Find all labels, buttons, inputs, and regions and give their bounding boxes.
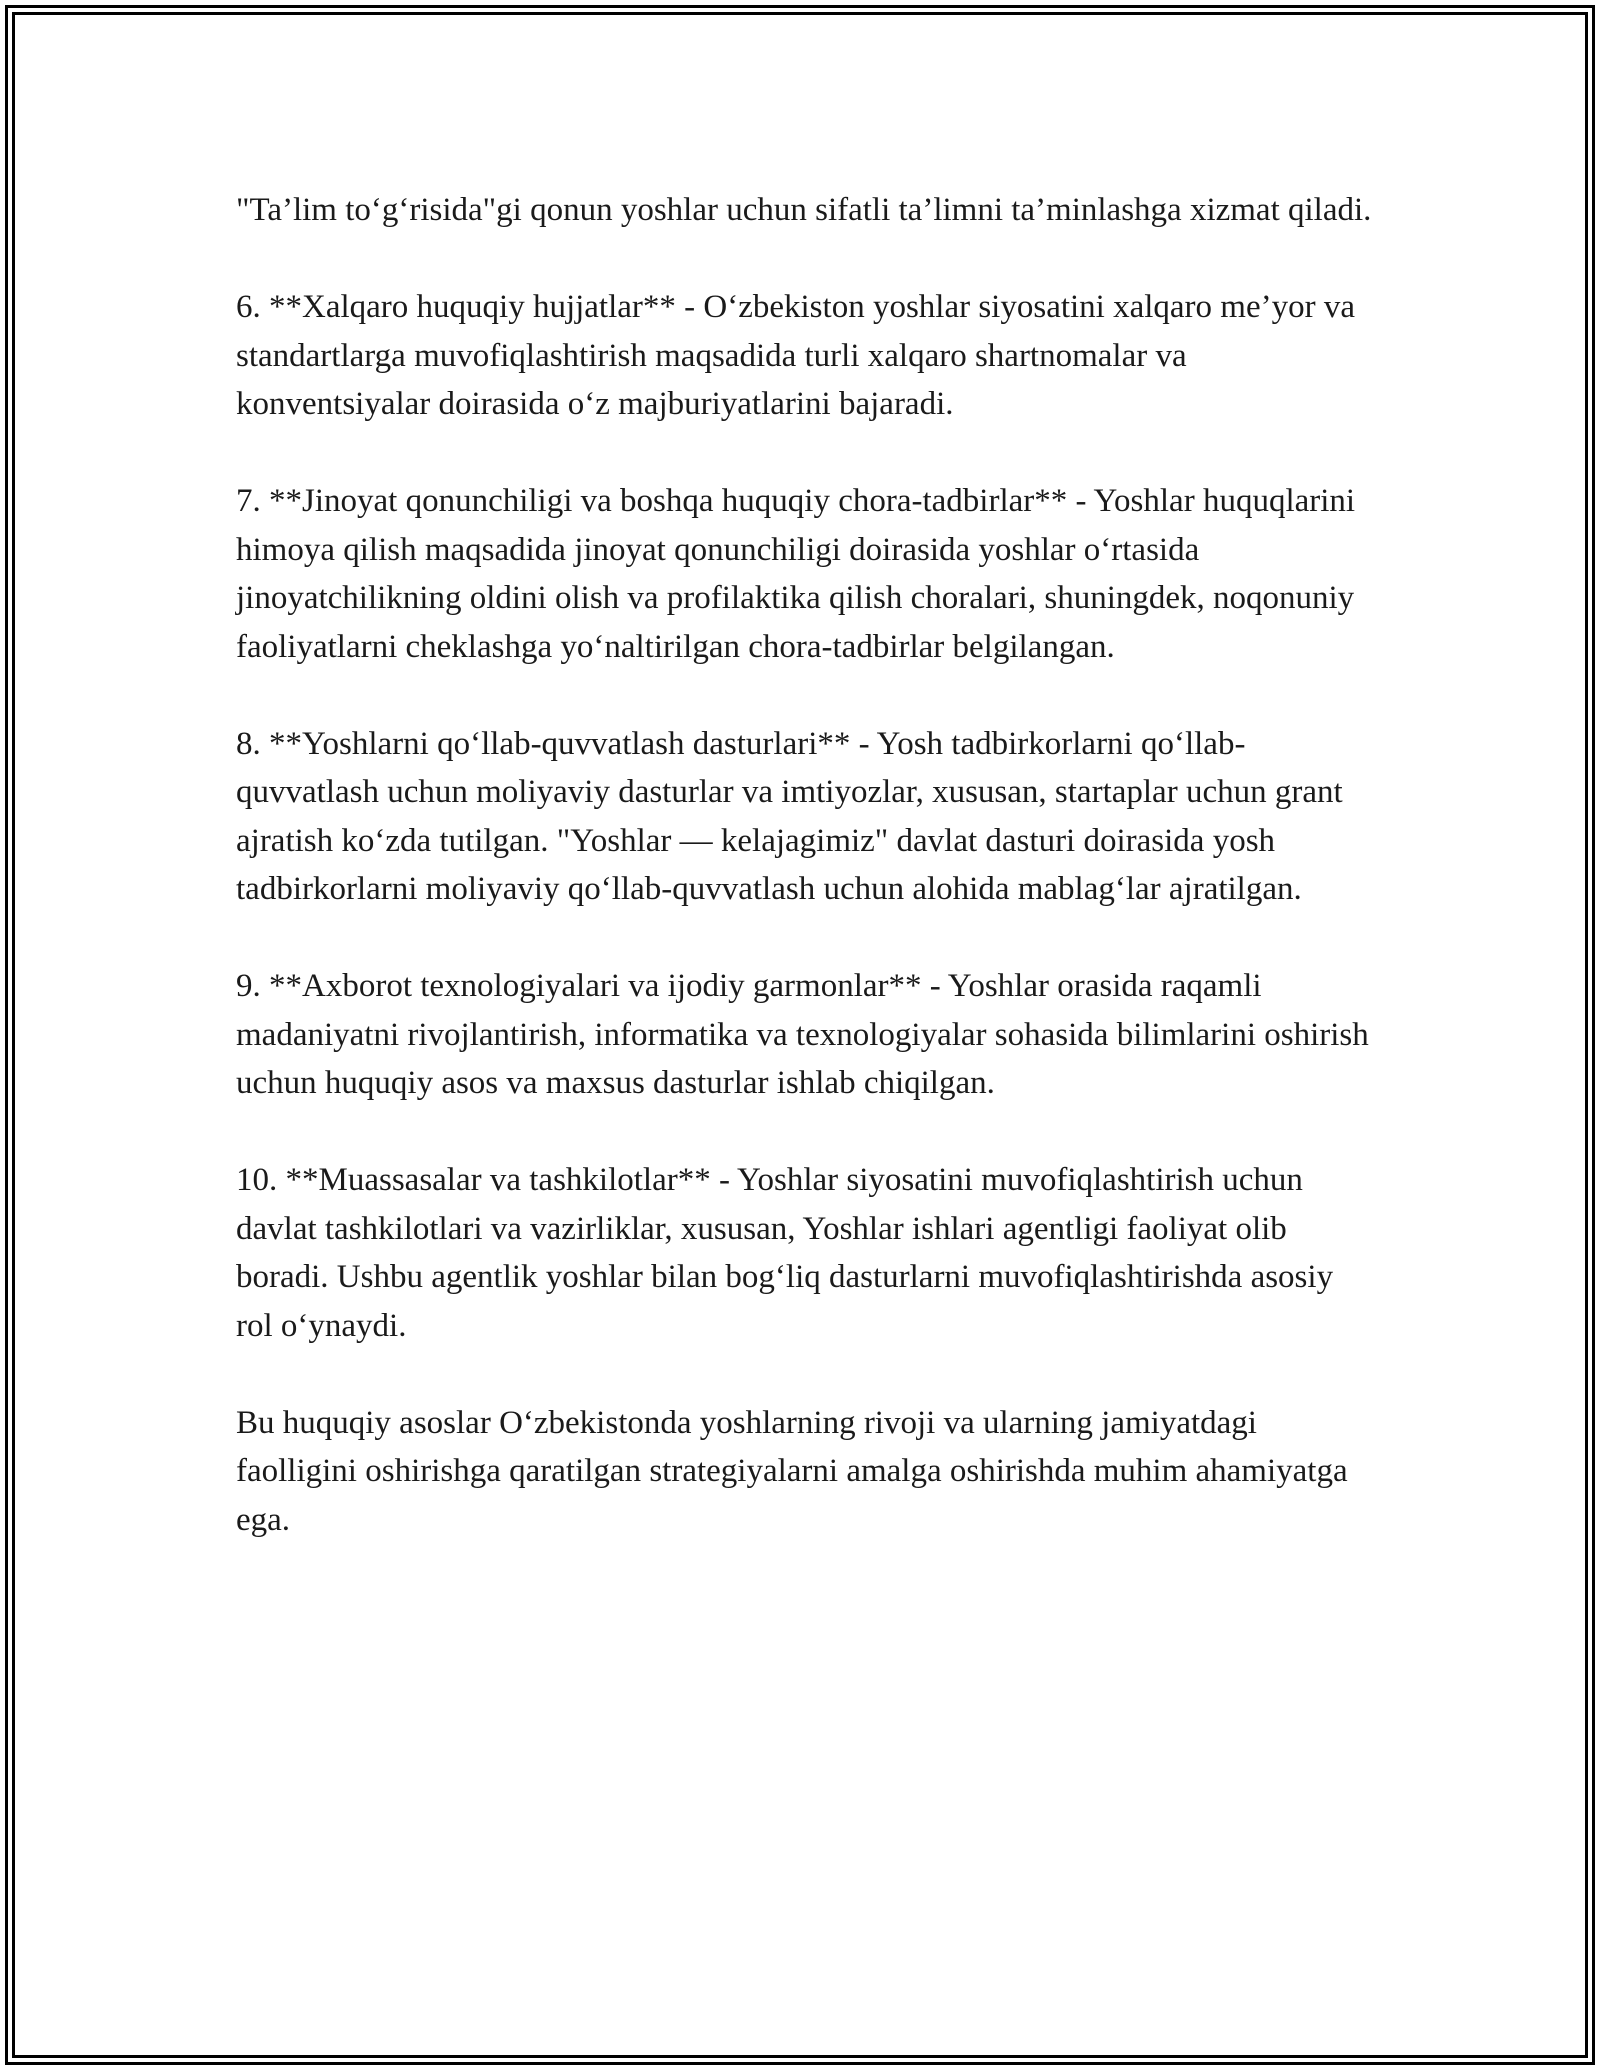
paragraph-institutions: 10. **Muassasalar va tashkilotlar** - Yoshlar siyosatini muvofiqlashtirish uchun davlat tashkilotlari va vazirliklar, xususan, Yoshlar ishlari agentligi faoliyat olib boradi. Ushbu agentlik yoshlar bilan bog‘liq dasturlarni muvofiqlashtirishda asosiy rol o‘ynaydi.: [236, 1162, 1334, 1344]
document-body: [236, 186, 1376, 1593]
paragraph-conclusion: Bu huquqiy asoslar O‘zbekistonda yoshlarning rivoji va ularning jamiyatdagi faolligini oshirishga qaratilgan strategiyalarni amalga oshirishda muhim ahamiyatga ega.: [236, 1404, 1348, 1538]
paragraph-youth-support-programs: 8. **Yoshlarni qo‘llab-quvvatlash dasturlari** - Yosh tadbirkorlarni qo‘llab-quvvatlash uchun moliyaviy dasturlar va imtiyozlar, xususan, startaplar uchun grant ajratish ko‘zda tutilgan. "Yoshlar — kelajagimiz" davlat dasturi doirasida yosh tadbirkorlarni moliyaviy qo‘llab-quvvatlash uchun alohida mablag‘lar ajratilgan.: [236, 725, 1343, 907]
paragraph-criminal-law: 7. **Jinoyat qonunchiligi va boshqa huquqiy chora-tadbirlar** - Yoshlar huquqlarini himoya qilish maqsadida jinoyat qonunchiligi doirasida yoshlar o‘rtasida jinoyatchilikning oldini olish va profilaktika qilish choralari, shuningdek, noqonuniy faoliyatlarni cheklashga yo‘naltirilgan chora-tadbirlar belgilangan.: [236, 483, 1356, 665]
paragraph-information-technologies: 9. **Axborot texnologiyalari va ijodiy garmonlar** - Yoshlar orasida raqamli madaniyatni rivojlantirish, informatika va texnologiyalar sohasida bilimlarini oshirish uchun huquqiy asos va maxsus dasturlar ishlab chiqilgan.: [236, 968, 1369, 1101]
paragraph-talim-law: "Ta’lim to‘g‘risida"gi qonun yoshlar uchun sifatli ta’limni ta’minlashga xizmat qiladi.: [236, 192, 1372, 228]
paragraph-international-documents: 6. **Xalqaro huquqiy hujjatlar** - O‘zbekiston yoshlar siyosatini xalqaro me’yor va standartlarga muvofiqlashtirish maqsadida turli xalqaro shartnomalar va konventsiyalar doirasida o‘z majburiyatlarini bajaradi.: [236, 289, 1355, 422]
